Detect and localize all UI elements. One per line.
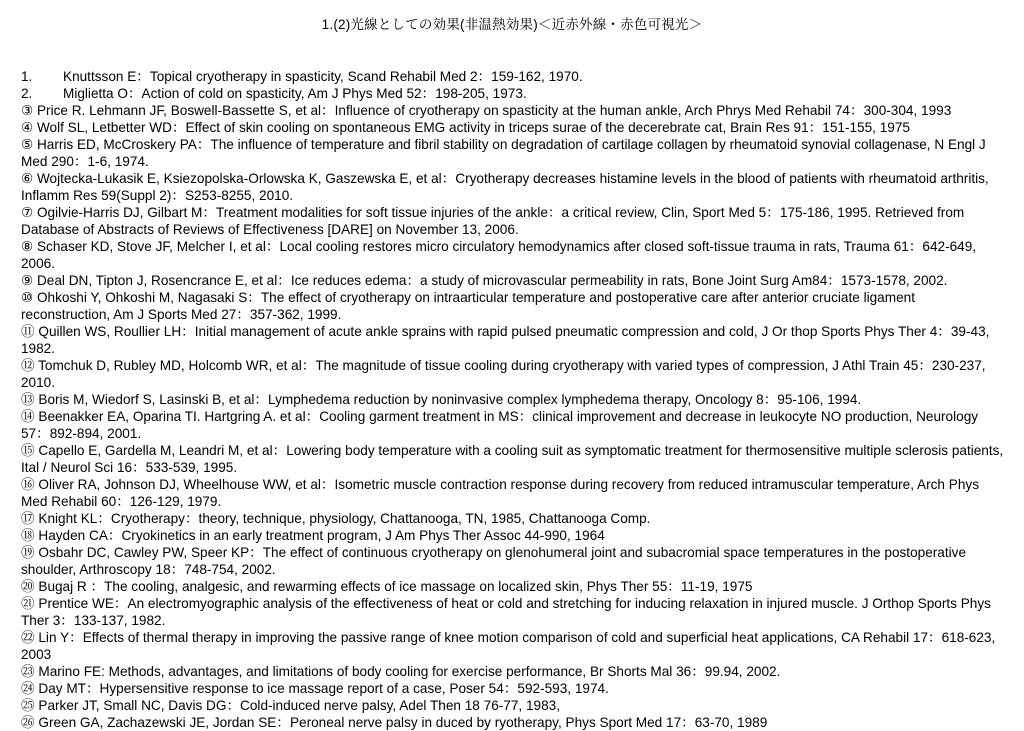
reference-number: ㉔ bbox=[21, 681, 35, 696]
reference-item bbox=[21, 476, 1006, 510]
reference-number: ⑯ bbox=[21, 477, 35, 492]
reference-number: ⑳ bbox=[21, 579, 35, 594]
reference-number: ⑭ bbox=[21, 409, 35, 424]
reference-number: ④ bbox=[21, 120, 34, 135]
reference-item bbox=[21, 408, 1006, 442]
reference-item bbox=[21, 578, 1006, 595]
reference-item bbox=[21, 510, 1006, 527]
reference-number: 2. bbox=[21, 86, 33, 101]
reference-text: Ogilvie-Harris DJ, Gilbart M：Treatment modalities for soft tissue injuries of the ankle：a critical review, Clin, Sport Med 5：175-186, 1995. Retrieved from Database of Abstracts of Reviews of Effectiveness [DARE] on November 13, 2006. bbox=[21, 205, 965, 237]
reference-number: ⑨ bbox=[21, 273, 34, 288]
reference-number: ⑲ bbox=[21, 545, 35, 560]
reference-item bbox=[21, 714, 1006, 731]
reference-text: Prentice WE：An electromyographic analysis of the effectiveness of heat or cold and stretching for inducing relaxation in injured muscle. J Orthop Sports Phys Ther 3：133-137, 1982. bbox=[21, 596, 991, 628]
reference-text: Day MT：Hypersensitive response to ice massage report of a case, Poser 54：592-593, 1974. bbox=[38, 681, 609, 696]
reference-number: ⑬ bbox=[21, 392, 35, 407]
reference-number: ⑫ bbox=[21, 358, 35, 373]
reference-number: ⑩ bbox=[21, 290, 34, 305]
reference-text: Lin Y：Effects of thermal therapy in improving the passive range of knee motion comparison of cold and superficial heat applications, CA Rehabil 17：618-623, 2003 bbox=[21, 630, 996, 662]
reference-item bbox=[21, 136, 1006, 170]
reference-item bbox=[21, 357, 1006, 391]
reference-text: Wolf SL, Letbetter WD：Effect of skin cooling on spontaneous EMG activity in triceps surae of the decerebrate cat, Brain Res 91：151-155, 1975 bbox=[36, 120, 910, 135]
reference-text: Wojtecka-Lukasik E, Ksiezopolska-Orlowska K, Gaszewska E, et al：Cryotherapy decreases histamine levels in the blood of patients with rheumatoid arthritis, Inflamm Res 59(Suppl 2)：S253-8255, 2010. bbox=[21, 171, 989, 203]
reference-text: Bugaj R ：The cooling, analgesic, and rewarming effects of ice massage on localized skin, Phys Ther 55：11-19, 1975 bbox=[38, 579, 753, 594]
reference-text: Boris M, Wiedorf S, Lasinski B, et al：Lymphedema reduction by noninvasive complex lymphedema therapy, Oncology 8：95-106, 1994. bbox=[38, 392, 862, 407]
reference-item bbox=[21, 663, 1006, 680]
reference-number: ㉕ bbox=[21, 698, 35, 713]
reference-number: 1. bbox=[21, 69, 33, 84]
reference-text: Schaser KD, Stove JF, Melcher I, et al：Local cooling restores micro circulatory hemodynamics after closed soft-tissue trauma in rats, Trauma 61：642-649, 2006. bbox=[21, 239, 977, 271]
reference-number: ⑦ bbox=[21, 205, 34, 220]
reference-item bbox=[21, 238, 1006, 272]
reference-text: Knight KL：Cryotherapy：theory, technique, physiology, Chattanooga, TN, 1985, Chattanooga Comp. bbox=[38, 511, 651, 526]
reference-number: ㉒ bbox=[21, 630, 35, 645]
reference-text: Capello E, Gardella M, Leandri M, et al：Lowering body temperature with a cooling suit as symptomatic treatment for thermosensitive multiple sclerosis patients, Ital / Neurol Sci 16：533-539, 1995. bbox=[21, 443, 1004, 475]
reference-item bbox=[21, 102, 1006, 119]
reference-item bbox=[21, 119, 1006, 136]
reference-text: Ohkoshi Y, Ohkoshi M, Nagasaki S：The effect of cryotherapy on intraarticular temperature and postoperative care after anterior cruciate ligament reconstruction, Am J Sports Med 27：357-362, 1999. bbox=[21, 290, 915, 322]
reference-text: Deal DN, Tipton J, Rosencrance E, et al：Ice reduces edema：a study of microvascular permeability in rats, Bone Joint Surg Am84：1573-1578, 2002. bbox=[36, 273, 948, 288]
reference-item bbox=[21, 544, 1006, 578]
reference-text: Oliver RA, Johnson DJ, Wheelhouse WW, et al：Isometric muscle contraction response during recovery from reduced intramuscular temperature, Arch Phys Med Rehabil 60：126-129, 1979. bbox=[21, 477, 979, 509]
reference-item bbox=[21, 442, 1006, 476]
reference-number: ㉓ bbox=[21, 664, 35, 679]
reference-number: ⑪ bbox=[21, 324, 35, 339]
reference-number: ⑧ bbox=[21, 239, 34, 254]
reference-text: Knuttsson E：Topical cryotherapy in spasticity, Scand Rehabil Med 2：159-162, 1970. bbox=[63, 69, 583, 84]
reference-number: ㉑ bbox=[21, 596, 35, 611]
reference-text: Marino FE: Methods, advantages, and limitations of body cooling for exercise performance, Br Shorts Mal 36：99.94, 2002. bbox=[38, 664, 781, 679]
page-title: 1.(2)光線としての効果(非温熱効果)＜近赤外線・赤色可視光＞ bbox=[321, 17, 703, 32]
reference-number: ⑤ bbox=[21, 137, 34, 152]
reference-item bbox=[21, 595, 1006, 629]
reference-item bbox=[21, 697, 1006, 714]
reference-number: ⑱ bbox=[21, 528, 35, 543]
reference-text: Quillen WS, Roullier LH：Initial management of acute ankle sprains with rapid pulsed pneumatic compression and cold, J Or thop Sports Phys Ther 4：39-43, 1982. bbox=[21, 324, 990, 356]
reference-text: Harris ED, McCroskery PA：The influence of temperature and fibril stability on degradation of cartilage collagen by rheumatoid synovial collagenase, N Engl J Med 290：1-6, 1974. bbox=[21, 137, 986, 169]
reference-number: ⑥ bbox=[21, 171, 34, 186]
reference-item bbox=[21, 170, 1006, 204]
reference-item bbox=[21, 680, 1006, 697]
reference-text: Price R. Lehmann JF, Boswell-Bassette S, et al：Influence of cryotherapy on spasticity at the human ankle, Arch Phrys Med Rehabil 74：300-304, 1993 bbox=[36, 103, 952, 118]
reference-item bbox=[21, 204, 1006, 238]
reference-number: ⑮ bbox=[21, 443, 35, 458]
reference-item bbox=[21, 68, 1006, 85]
reference-item bbox=[21, 527, 1006, 544]
reference-number: ㉖ bbox=[21, 715, 35, 730]
reference-text: Green GA, Zachazewski JE, Jordan SE：Peroneal nerve palsy in duced by ryotherapy, Phys Sport Med 17：63-70, 1989 bbox=[38, 715, 768, 730]
reference-item bbox=[21, 323, 1006, 357]
reference-text: Tomchuk D, Rubley MD, Holcomb WR, et al：The magnitude of tissue cooling during cryotherapy with varied types of compression, J Athl Train 45：230-237, 2010. bbox=[21, 358, 986, 390]
reference-item bbox=[21, 629, 1006, 663]
reference-text: Miglietta O：Action of cold on spasticity, Am J Phys Med 52：198-205, 1973. bbox=[63, 86, 527, 101]
reference-list bbox=[21, 68, 1006, 731]
reference-number: ⑰ bbox=[21, 511, 35, 526]
reference-item bbox=[21, 391, 1006, 408]
reference-number: ③ bbox=[21, 103, 34, 118]
reference-item bbox=[21, 289, 1006, 323]
reference-text: Parker JT, Small NC, Davis DG：Cold-induced nerve palsy, Adel Then 18 76-77, 1983, bbox=[38, 698, 560, 713]
reference-text: Osbahr DC, Cawley PW, Speer KP：The effect of continuous cryotherapy on glenohumeral joint and subacromial space temperatures in the postoperative shoulder, Arthroscopy 18：748-754, 2002. bbox=[21, 545, 967, 577]
reference-item bbox=[21, 85, 1006, 102]
reference-item bbox=[21, 272, 1006, 289]
reference-text: Beenakker EA, Oparina TI. Hartgring A. et al：Cooling garment treatment in MS：clinical improvement and decrease in leukocyte NO production, Neurology 57：892-894, 2001. bbox=[21, 409, 979, 441]
reference-text: Hayden CA：Cryokinetics in an early treatment program, J Am Phys Ther Assoc 44-990, 1964 bbox=[38, 528, 605, 543]
